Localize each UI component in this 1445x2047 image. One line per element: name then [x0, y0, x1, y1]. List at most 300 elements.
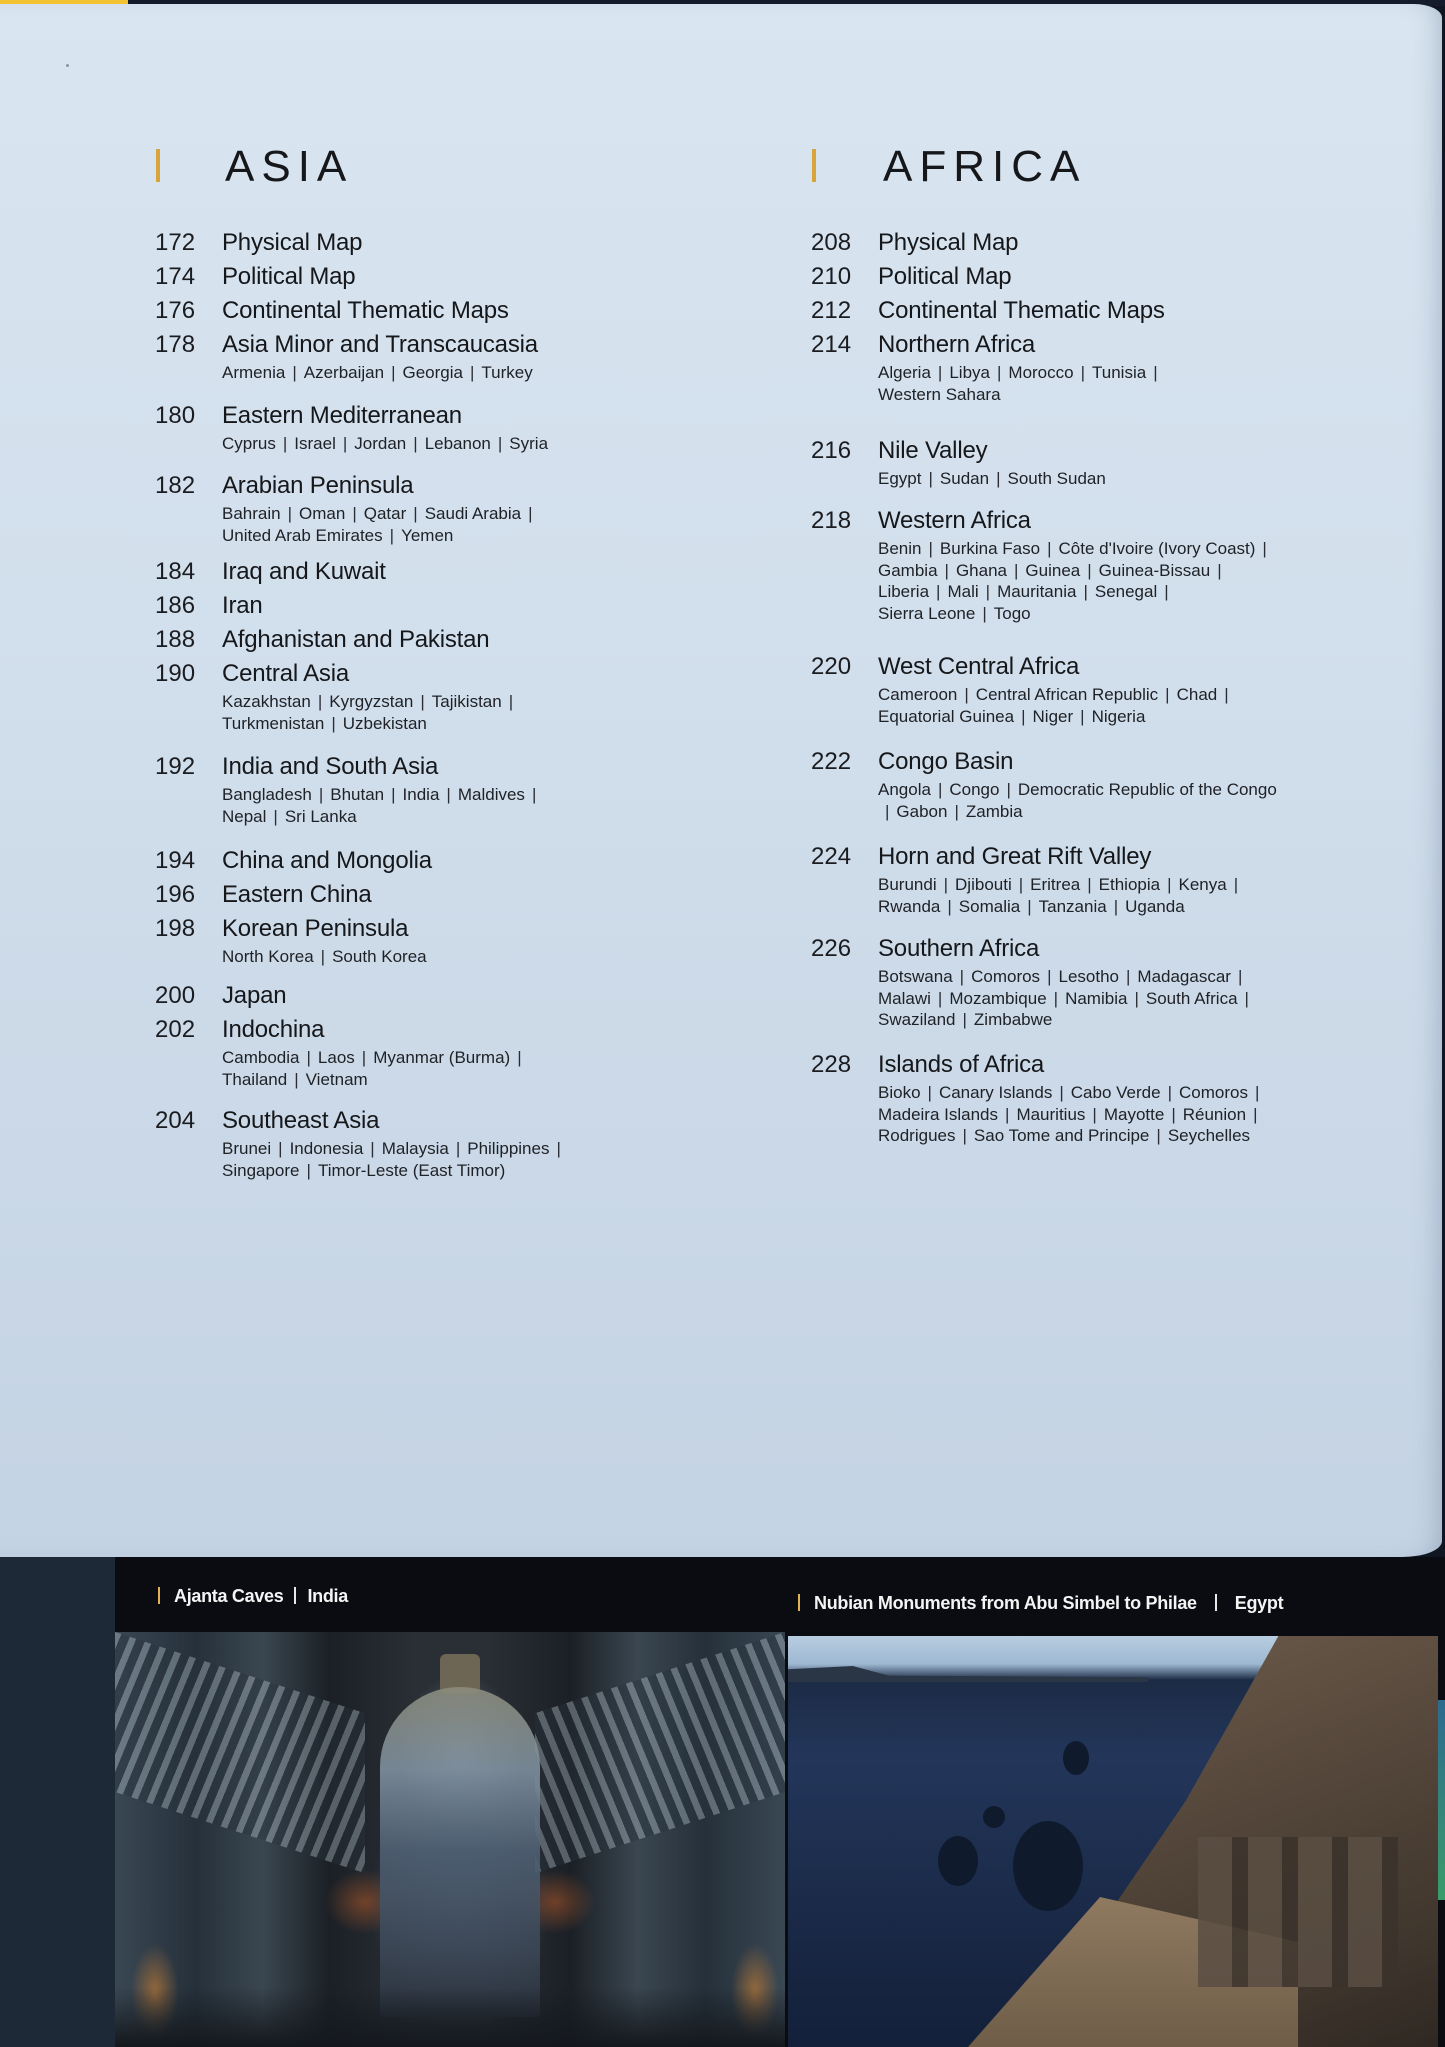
country-list	[878, 779, 1398, 822]
country-name: Gambia	[878, 560, 938, 580]
page-number: 188	[155, 626, 196, 653]
separator: |	[1262, 539, 1267, 558]
country-name: Syria	[509, 434, 549, 453]
caption-site: Nubian Monuments from Abu Simbel to Philae	[814, 1593, 1197, 1613]
country-list	[222, 946, 742, 968]
entry-title: Southeast Asia	[222, 1107, 380, 1134]
separator: |	[389, 525, 395, 545]
country-line	[878, 603, 1398, 625]
caption-accent-bar	[798, 1594, 800, 1611]
country-name: Cameroon	[878, 685, 958, 704]
stupa	[380, 1687, 540, 2017]
country-name: Kyrgyzstan	[329, 692, 414, 711]
country-name: Uzbekistan	[342, 713, 427, 733]
separator: |	[1047, 967, 1052, 986]
country-list	[878, 468, 1398, 490]
country-name: United Arab Emirates	[222, 525, 383, 545]
country-name: Turkey	[481, 363, 533, 382]
separator: |	[944, 560, 949, 580]
country-line	[878, 874, 1398, 896]
country-line	[878, 684, 1398, 706]
entry-title: Islands of Africa	[878, 1051, 1045, 1078]
country-name: Guinea-Bissau	[1098, 560, 1211, 580]
country-line	[222, 946, 742, 968]
separator: |	[531, 785, 537, 804]
separator: |	[1153, 363, 1158, 382]
country-name: Madeira Islands	[878, 1104, 999, 1124]
separator: |	[962, 1126, 967, 1145]
separator: |	[996, 363, 1002, 382]
separator: |	[1087, 875, 1092, 894]
country-name: Comoros	[1178, 1083, 1248, 1102]
separator: |	[1224, 685, 1229, 704]
country-name: Tanzania	[1038, 896, 1107, 916]
entry-title: West Central Africa	[878, 653, 1080, 680]
country-name: Nepal	[222, 806, 267, 826]
entry-title: Physical Map	[222, 229, 363, 256]
country-name: Democratic Republic of the Congo	[1017, 780, 1277, 799]
entry-title: Northern Africa	[878, 331, 1036, 358]
separator: |	[1156, 1126, 1161, 1145]
country-name: Israel	[294, 434, 336, 453]
separator: |	[954, 801, 959, 821]
country-line	[878, 1104, 1398, 1126]
country-name: Uganda	[1125, 896, 1185, 916]
country-name: Bahrain	[222, 504, 281, 523]
separator: |	[1047, 539, 1052, 558]
country-line	[222, 1047, 742, 1069]
country-list	[222, 503, 742, 546]
separator: |	[928, 539, 933, 558]
separator: |	[947, 896, 952, 916]
country-name: Thailand	[222, 1069, 288, 1089]
separator: |	[391, 363, 396, 382]
separator: |	[413, 504, 418, 523]
separator: |	[517, 1048, 522, 1067]
country-name: Burundi	[878, 875, 937, 894]
caption-country: India	[307, 1586, 348, 1606]
page-number: 210	[811, 263, 852, 290]
separator: |	[985, 582, 991, 601]
country-name: Réunion	[1182, 1104, 1247, 1124]
separator: |	[885, 801, 890, 821]
separator: |	[318, 785, 324, 804]
separator: |	[282, 434, 288, 453]
country-name: Rwanda	[878, 896, 941, 916]
country-name: Mozambique	[949, 988, 1047, 1008]
country-name: Djibouti	[955, 875, 1012, 894]
caption-accent-bar	[158, 1587, 160, 1604]
country-name: Côte d'Ivoire (Ivory Coast)	[1058, 539, 1256, 558]
page-number: 202	[155, 1016, 196, 1043]
country-name: Chad	[1176, 685, 1218, 704]
country-line	[878, 988, 1398, 1010]
separator: |	[982, 603, 987, 623]
separator: |	[292, 363, 297, 382]
country-name: North Korea	[222, 947, 314, 966]
country-name: Tajikistan	[431, 692, 502, 711]
country-list	[878, 538, 1398, 624]
page-number: 192	[155, 753, 196, 780]
separator: |	[1237, 967, 1243, 986]
entry-title: Central Asia	[222, 660, 349, 687]
country-name: Rodrigues	[878, 1126, 956, 1145]
country-list	[222, 691, 742, 734]
country-name: Canary Islands	[938, 1083, 1053, 1102]
country-name: Sudan	[939, 469, 990, 488]
caption-separator	[294, 1587, 296, 1604]
entry-title: Afghanistan and Pakistan	[222, 626, 490, 653]
entry-title: Continental Thematic Maps	[878, 297, 1165, 324]
page-number: 222	[811, 748, 852, 775]
separator: |	[287, 504, 293, 523]
entry-title: Korean Peninsula	[222, 915, 409, 942]
country-list	[878, 874, 1398, 917]
separator: |	[943, 875, 949, 894]
country-line	[878, 706, 1398, 728]
separator: |	[273, 806, 278, 826]
country-name: Laos	[317, 1048, 355, 1067]
separator: |	[1167, 875, 1172, 894]
page-number: 196	[155, 881, 196, 908]
country-name: Saudi Arabia	[424, 504, 522, 523]
page-number: 208	[811, 229, 852, 256]
separator: |	[278, 1139, 283, 1158]
country-name: Malaysia	[381, 1139, 449, 1158]
country-line	[878, 966, 1398, 988]
caption-site: Ajanta Caves	[174, 1586, 284, 1606]
country-name: Jordan	[354, 434, 407, 453]
country-line	[222, 503, 742, 525]
page-number: 194	[155, 847, 196, 874]
country-name: Timor-Leste (East Timor)	[317, 1160, 506, 1180]
country-name: Comoros	[971, 967, 1041, 986]
country-name: South Korea	[332, 947, 427, 966]
separator: |	[420, 692, 425, 711]
country-name: Sri Lanka	[284, 806, 357, 826]
carved-frieze-right	[535, 1632, 785, 1873]
separator: |	[1014, 560, 1019, 580]
islet	[983, 1806, 1005, 1828]
country-name: Libya	[949, 363, 990, 382]
country-line	[878, 560, 1398, 582]
country-line	[878, 896, 1398, 918]
separator: |	[937, 780, 943, 799]
country-name: Singapore	[222, 1160, 300, 1180]
section-title: ASIA	[225, 142, 354, 191]
caption-ajanta	[158, 1585, 348, 1607]
separator: |	[1018, 875, 1024, 894]
country-name: Central African Republic	[975, 685, 1159, 704]
entry-title: Horn and Great Rift Valley	[878, 843, 1152, 870]
caption-country: Egypt	[1234, 1593, 1284, 1613]
entry-title: China and Mongolia	[222, 847, 432, 874]
page-number: 200	[155, 982, 196, 1009]
separator: |	[937, 988, 943, 1008]
separator: |	[936, 582, 941, 601]
separator: |	[1080, 706, 1085, 726]
page-number: 204	[155, 1107, 196, 1134]
separator: |	[497, 434, 503, 453]
country-name: Armenia	[222, 363, 286, 382]
country-name: Turkmenistan	[222, 713, 325, 733]
country-name: Mauritania	[997, 582, 1077, 601]
entry-title: Japan	[222, 982, 287, 1009]
caption-separator	[1215, 1594, 1217, 1611]
entry-title: Western Africa	[878, 507, 1031, 534]
country-line	[878, 1082, 1398, 1104]
page-number: 198	[155, 915, 196, 942]
entry-title: Indochina	[222, 1016, 325, 1043]
separator: |	[1005, 1104, 1010, 1124]
page-number: 224	[811, 843, 852, 870]
separator: |	[962, 1010, 967, 1029]
gold-accent-bar	[812, 149, 816, 182]
entry-title: Congo Basin	[878, 748, 1014, 775]
country-list	[222, 1047, 742, 1090]
separator: |	[1254, 1083, 1260, 1102]
entry-title: Iraq and Kuwait	[222, 558, 386, 585]
country-name: Sierra Leone	[878, 603, 976, 623]
separator: |	[455, 1139, 461, 1158]
page-number: 180	[155, 402, 196, 429]
country-name: Brunei	[222, 1139, 272, 1158]
country-name: Qatar	[363, 504, 407, 523]
page-number: 178	[155, 331, 196, 358]
separator: |	[1053, 988, 1059, 1008]
separator: |	[352, 504, 357, 523]
separator: |	[528, 504, 533, 523]
entry-title: India and South Asia	[222, 753, 439, 780]
country-name: Malawi	[878, 988, 931, 1008]
country-name: Kenya	[1178, 875, 1227, 894]
separator: |	[317, 692, 323, 711]
country-name: Madagascar	[1137, 967, 1231, 986]
separator: |	[320, 947, 326, 966]
country-name: Seychelles	[1167, 1126, 1251, 1145]
entry-title: Continental Thematic Maps	[222, 297, 509, 324]
page-number: 226	[811, 935, 852, 962]
carved-frieze-left	[115, 1632, 365, 1873]
entry-title: Iran	[222, 592, 263, 619]
separator: |	[1253, 1104, 1258, 1124]
entry-title: Asia Minor and Transcaucasia	[222, 331, 538, 358]
separator: |	[1244, 988, 1249, 1008]
country-line	[222, 1069, 742, 1091]
country-name: Indonesia	[289, 1139, 364, 1158]
country-line	[222, 433, 742, 455]
separator: |	[361, 1048, 367, 1067]
islet	[938, 1836, 978, 1886]
separator: |	[306, 1048, 311, 1067]
country-line	[222, 691, 742, 713]
country-line	[222, 713, 742, 735]
page-number: 220	[811, 653, 852, 680]
country-name: Somalia	[958, 896, 1021, 916]
country-name: Namibia	[1065, 988, 1128, 1008]
separator: |	[1113, 896, 1119, 916]
country-list	[878, 684, 1398, 727]
separator: |	[1027, 896, 1032, 916]
separator: |	[370, 1139, 375, 1158]
country-name: Burkina Faso	[939, 539, 1041, 558]
separator: |	[1059, 1083, 1064, 1102]
country-line	[878, 384, 1398, 406]
page-number: 176	[155, 297, 196, 324]
country-name: Oman	[299, 504, 346, 523]
separator: |	[1125, 967, 1131, 986]
country-name: Ethiopia	[1098, 875, 1161, 894]
caption-nubia	[798, 1592, 1283, 1614]
country-list	[222, 433, 742, 455]
page-number: 214	[811, 331, 852, 358]
entry-title: Arabian Peninsula	[222, 472, 414, 499]
page-number: 186	[155, 592, 196, 619]
islet	[1013, 1821, 1083, 1911]
entry-title: Political Map	[878, 263, 1012, 290]
separator: |	[508, 692, 514, 711]
islet	[1063, 1741, 1089, 1775]
country-list	[878, 362, 1398, 405]
country-name: Mali	[947, 582, 979, 601]
country-name: Yemen	[401, 525, 454, 545]
separator: |	[927, 1083, 932, 1102]
page-number: 172	[155, 229, 196, 256]
entry-title: Southern Africa	[878, 935, 1040, 962]
country-line	[878, 779, 1398, 801]
country-name: Bangladesh	[222, 785, 312, 804]
country-name: Gabon	[896, 801, 948, 821]
separator: |	[1092, 1104, 1097, 1124]
country-line	[222, 362, 742, 384]
page-number: 182	[155, 472, 196, 499]
country-name: Benin	[878, 539, 922, 558]
country-list	[878, 1082, 1398, 1147]
country-name: Eritrea	[1030, 875, 1081, 894]
country-name: Algeria	[878, 363, 931, 382]
country-list	[878, 966, 1398, 1031]
country-name: Egypt	[878, 469, 922, 488]
separator: |	[937, 363, 943, 382]
country-list	[222, 1138, 742, 1181]
ajanta-caves-photo	[115, 1632, 785, 2047]
page-number: 184	[155, 558, 196, 585]
country-line	[878, 801, 1398, 823]
separator: |	[469, 363, 475, 382]
country-name: Maldives	[457, 785, 525, 804]
separator: |	[996, 469, 1001, 488]
country-name: Angola	[878, 780, 931, 799]
country-name: Morocco	[1008, 363, 1074, 382]
country-name: Zimbabwe	[973, 1010, 1053, 1029]
country-line	[222, 1138, 742, 1160]
separator: |	[446, 785, 451, 804]
country-name: Cyprus	[222, 434, 276, 453]
separator: |	[1021, 706, 1026, 726]
entry-title: Nile Valley	[878, 437, 988, 464]
country-name: Cabo Verde	[1070, 1083, 1161, 1102]
separator: |	[1087, 560, 1092, 580]
country-name: Botswana	[878, 967, 953, 986]
separator: |	[413, 434, 418, 453]
country-name: Senegal	[1094, 582, 1158, 601]
country-name: India	[402, 785, 440, 804]
country-name: Niger	[1032, 706, 1074, 726]
page-number: 174	[155, 263, 196, 290]
country-name: Philippines	[467, 1139, 550, 1158]
country-name: Myanmar (Burma)	[373, 1048, 511, 1067]
separator: |	[342, 434, 348, 453]
separator: |	[294, 1069, 299, 1089]
country-name: Zambia	[965, 801, 1023, 821]
country-name: South Sudan	[1007, 469, 1106, 488]
country-name: Guinea	[1025, 560, 1081, 580]
separator: |	[391, 785, 396, 804]
country-name: Bioko	[878, 1083, 921, 1102]
contents-page	[0, 4, 1442, 1557]
country-name: Ghana	[955, 560, 1007, 580]
far-shore	[788, 1666, 1148, 1682]
page-number: 216	[811, 437, 852, 464]
country-name: Western Sahara	[878, 384, 1001, 404]
country-name: Bhutan	[330, 785, 385, 804]
country-name: Mayotte	[1103, 1104, 1165, 1124]
separator: |	[1080, 363, 1086, 382]
separator: |	[928, 469, 933, 488]
country-line	[878, 1009, 1398, 1031]
country-line	[878, 538, 1398, 560]
colossal-statues	[1198, 1837, 1398, 1987]
gold-accent-bar	[156, 149, 160, 182]
separator: |	[1217, 560, 1222, 580]
entry-title: Eastern Mediterranean	[222, 402, 462, 429]
abu-simbel-photo	[788, 1636, 1438, 2047]
country-name: South Africa	[1145, 988, 1238, 1008]
separator: |	[1233, 875, 1239, 894]
country-line	[878, 468, 1398, 490]
separator: |	[306, 1160, 311, 1180]
separator: |	[1083, 582, 1088, 601]
page-number: 190	[155, 660, 196, 687]
country-line	[222, 525, 742, 547]
country-name: Swaziland	[878, 1010, 956, 1029]
country-line	[878, 362, 1398, 384]
next-page-edge	[1438, 1700, 1445, 1900]
book-margin	[0, 1557, 115, 2047]
separator: |	[1134, 988, 1139, 1008]
country-list	[222, 784, 742, 827]
separator: |	[1167, 1083, 1172, 1102]
country-line	[222, 784, 742, 806]
separator: |	[331, 713, 336, 733]
country-name: Mauritius	[1016, 1104, 1086, 1124]
cave-floor	[115, 1987, 785, 2047]
paper-speck	[66, 64, 69, 67]
country-name: Equatorial Guinea	[878, 706, 1015, 726]
country-name: Georgia	[402, 363, 463, 382]
country-line	[878, 1125, 1398, 1147]
entry-title: Eastern China	[222, 881, 372, 908]
country-name: Sao Tome and Principe	[973, 1126, 1150, 1145]
separator: |	[964, 685, 969, 704]
country-name: Liberia	[878, 582, 930, 601]
country-name: Tunisia	[1092, 363, 1147, 382]
country-line	[222, 1160, 742, 1182]
country-name: Nigeria	[1091, 706, 1146, 726]
separator: |	[1006, 780, 1011, 799]
country-name: Azerbaijan	[303, 363, 385, 382]
separator: |	[1165, 685, 1170, 704]
